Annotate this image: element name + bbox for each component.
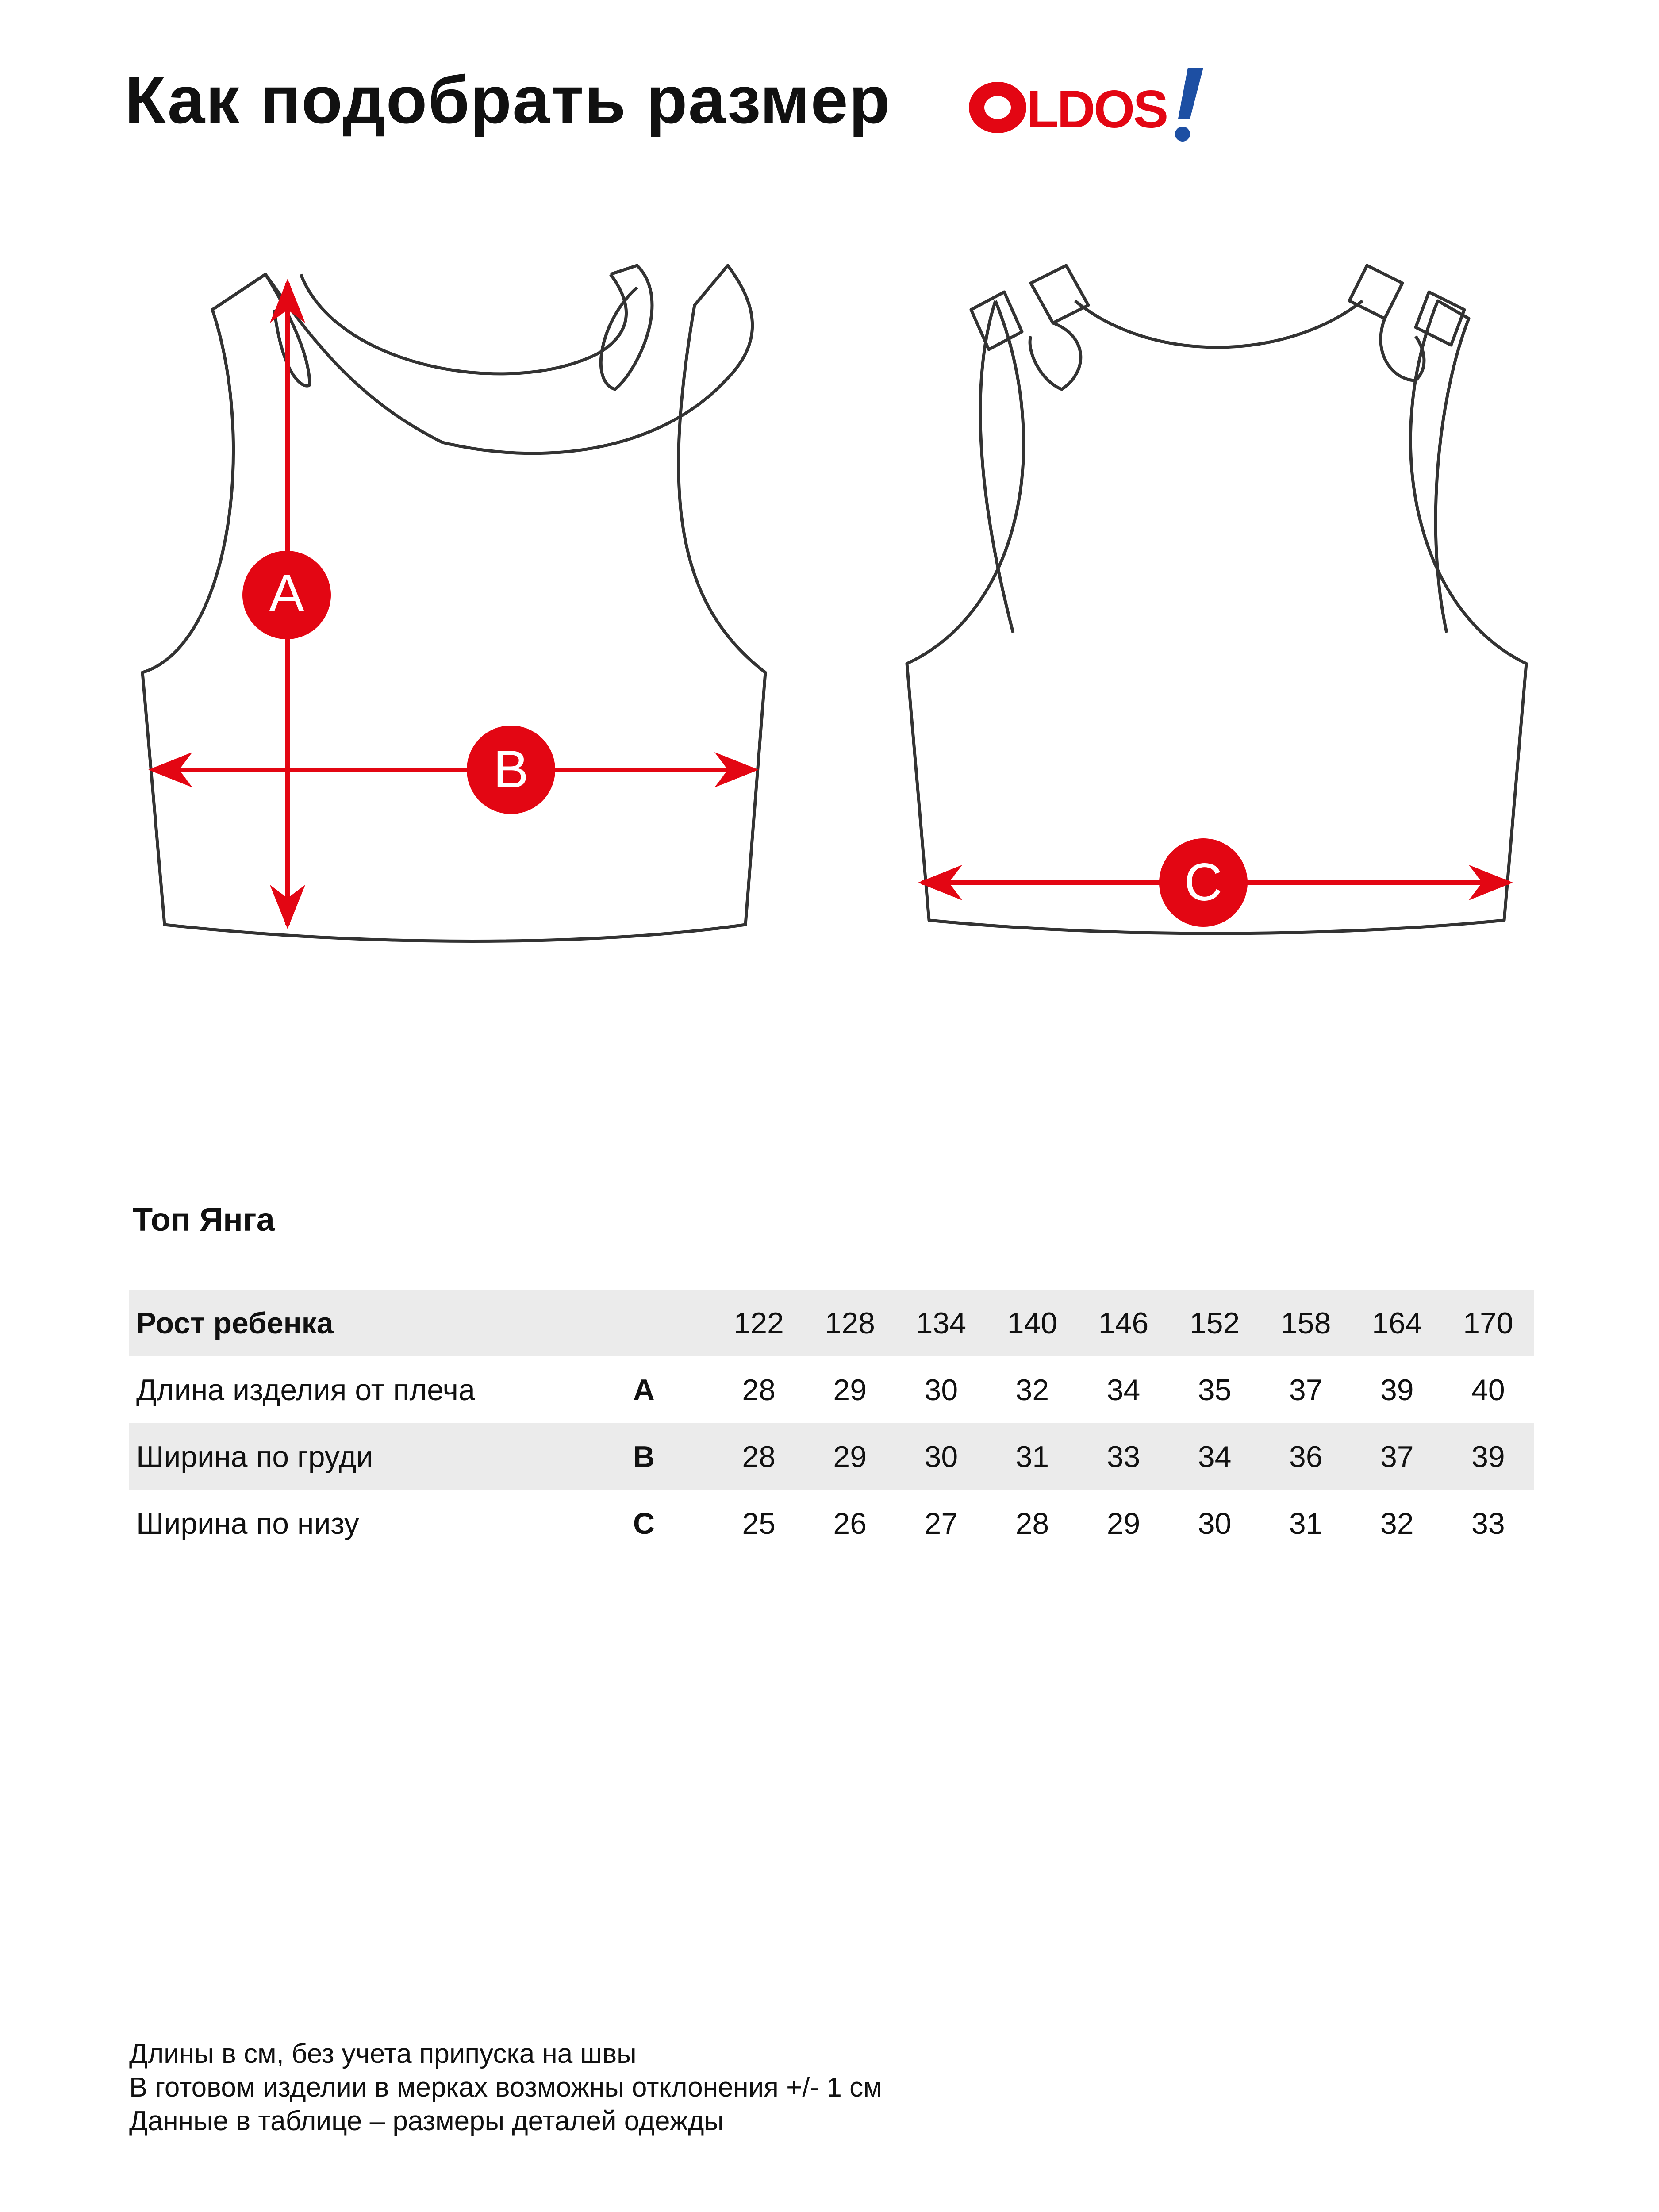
value-cell: 33 (1078, 1423, 1169, 1490)
table-header-row (129, 1290, 1534, 1356)
table-row (129, 1423, 1534, 1490)
marker-c-label: C (1184, 853, 1223, 912)
back-right-strap (1349, 265, 1402, 319)
value-cell: 29 (833, 1373, 867, 1407)
front-view (142, 265, 765, 941)
value-cell: 25 (742, 1506, 776, 1540)
marker-a-label: A (269, 564, 305, 623)
footnote: В готовом изделии в мерках возможны отклонения +/- 1 см (129, 2072, 882, 2103)
product-name: Топ Янга (133, 1201, 275, 1238)
size-cell: 140 (987, 1290, 1078, 1356)
size-table (129, 1290, 1534, 1557)
value-cell: 39 (1443, 1423, 1534, 1490)
value-cell: 40 (1471, 1373, 1505, 1407)
value-cell: 34 (1106, 1373, 1141, 1407)
footnote: Данные в таблице – размеры деталей одежды (129, 2106, 724, 2136)
table-row (129, 1490, 1534, 1557)
row-label: Ширина по груди (129, 1423, 535, 1490)
value-cell: 32 (1015, 1373, 1049, 1407)
page-title: Как подобрать размер (125, 62, 891, 138)
row-code: B (535, 1423, 713, 1490)
row-code: C (633, 1506, 655, 1540)
table-header-code (535, 1290, 713, 1356)
size-cell: 152 (1169, 1290, 1260, 1356)
footnote: Длины в см, без учета припуска на швы (129, 2039, 637, 2069)
back-view (907, 265, 1526, 933)
value-cell: 37 (1289, 1373, 1323, 1407)
row-code: A (633, 1373, 655, 1407)
back-body-outline (907, 301, 1526, 933)
marker-c (1159, 838, 1248, 927)
row-label: Длина изделия от плеча (136, 1373, 475, 1407)
value-cell: 27 (924, 1506, 958, 1540)
row-label: Ширина по низу (136, 1506, 359, 1540)
value-cell: 37 (1352, 1423, 1443, 1490)
size-cell: 122 (713, 1290, 804, 1356)
size-cell: 170 (1443, 1290, 1534, 1356)
value-cell: 31 (987, 1423, 1078, 1490)
value-cell: 36 (1260, 1423, 1352, 1490)
value-cell: 35 (1198, 1373, 1232, 1407)
front-left-strap (212, 274, 265, 310)
value-cell: 30 (895, 1423, 987, 1490)
size-cell: 134 (895, 1290, 987, 1356)
svg-text:LDOS: LDOS (1026, 80, 1167, 139)
value-cell: 28 (1015, 1506, 1049, 1540)
value-cell: 29 (804, 1423, 895, 1490)
garment-diagram (0, 0, 1659, 1018)
value-cell: 30 (1198, 1506, 1232, 1540)
size-cell: 158 (1260, 1290, 1352, 1356)
size-cell: 164 (1352, 1290, 1443, 1356)
marker-a (242, 551, 331, 639)
value-cell: 29 (1106, 1506, 1141, 1540)
front-body-outline (142, 265, 765, 941)
value-cell: 26 (833, 1506, 867, 1540)
back-neckline (1075, 301, 1363, 347)
size-cell: 146 (1078, 1290, 1169, 1356)
value-cell: 28 (742, 1373, 776, 1407)
value-cell: 28 (713, 1423, 804, 1490)
table-header-label: Рост ребенка (129, 1290, 535, 1356)
value-cell: 30 (924, 1373, 958, 1407)
value-cell: 34 (1169, 1423, 1260, 1490)
value-cell: 33 (1471, 1506, 1505, 1540)
marker-b (467, 726, 555, 814)
marker-b-label: B (493, 740, 529, 799)
size-cell: 128 (804, 1290, 895, 1356)
value-cell: 31 (1289, 1506, 1323, 1540)
table-row (129, 1356, 1534, 1423)
front-neckline (301, 274, 626, 374)
value-cell: 32 (1380, 1506, 1414, 1540)
footnotes (129, 2037, 882, 2138)
value-cell: 39 (1380, 1373, 1414, 1407)
